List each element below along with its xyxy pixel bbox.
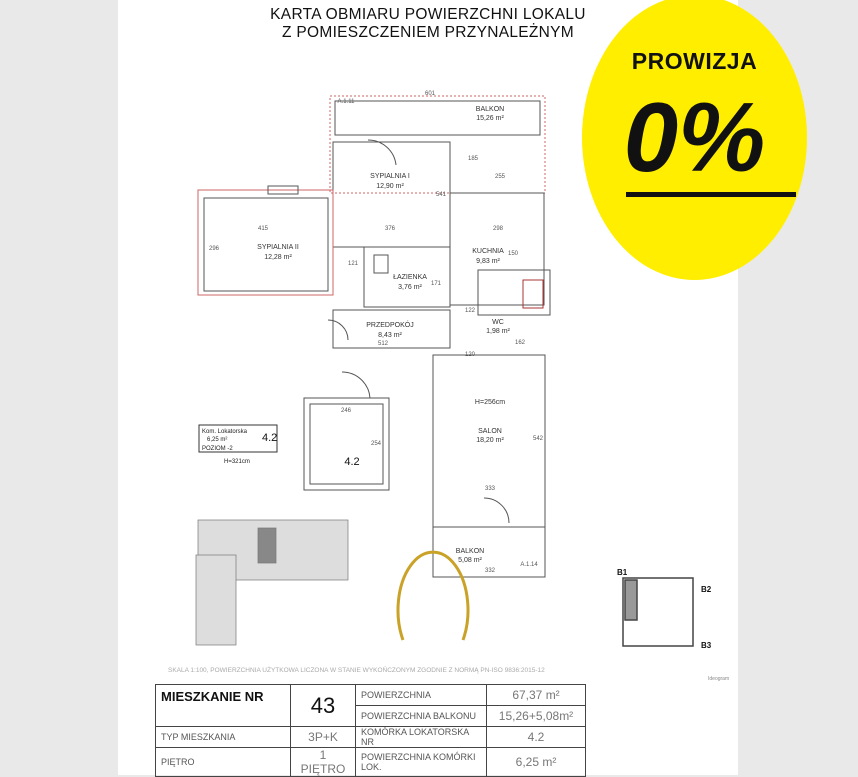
type-value: 3P+K <box>291 727 356 748</box>
door-arc-2 <box>484 498 509 523</box>
dim-332: 332 <box>484 568 496 574</box>
scale-note: SKALA 1:100, POWIERZCHNIA UŻYTKOWA LICZONA W STANIE WYKOŃCZONYM ZGODNIE Z NORMĄ PN-ISO 9836:2015-12 <box>168 667 545 674</box>
sink-fixture <box>374 255 388 273</box>
door-arc-3 <box>342 372 370 398</box>
balkon-bottom-name: BALKON <box>455 548 485 555</box>
storage-value: 4.2 <box>487 727 586 748</box>
salon-name: SALON <box>478 428 502 435</box>
lazienka-area: 3,76 m² <box>398 284 422 291</box>
dim-542: 542 <box>532 436 544 442</box>
przedpokoj-name: PRZEDPOKÓJ <box>366 322 414 329</box>
commission-badge <box>582 0 804 284</box>
area-value: 67,37 m² <box>487 685 586 706</box>
dim-121: 121 <box>347 261 359 267</box>
dim-296: 296 <box>208 246 220 252</box>
dim-171: 171 <box>430 281 442 287</box>
floor-label: PIĘTRO <box>156 748 291 777</box>
storage-label: KOMÓRKA LOKATORSKA NR <box>356 727 487 748</box>
storage-box-id: 4.2 <box>262 432 278 444</box>
marker-a114: A.1.14 <box>520 562 538 568</box>
dim-255: 255 <box>494 174 506 180</box>
dim-120: 120 <box>464 352 476 358</box>
dim-122: 122 <box>464 308 476 314</box>
balkon-top-name: BALKON <box>475 106 505 113</box>
balkon-bottom-area: 5,08 m² <box>458 557 482 564</box>
dim-415: 415 <box>257 226 269 232</box>
kuchnia-name: KUCHNIA <box>472 248 504 255</box>
door-arc-4 <box>328 320 348 340</box>
storage-box-label: Kom. Lokatorska <box>202 429 248 435</box>
balcony-top-inner <box>335 101 540 135</box>
przedpokoj-area: 8,43 m² <box>378 332 402 339</box>
promo-value: 0% <box>623 82 766 192</box>
floor-value: 1 PIĘTRO <box>291 748 356 777</box>
apartment-number: 43 <box>291 685 356 727</box>
dim-601: 601 <box>424 91 436 97</box>
sypialnia2-area: 12,28 m² <box>264 254 292 261</box>
promo-label: PROWIZJA <box>631 48 758 74</box>
marker-b3: B3 <box>701 641 712 650</box>
marker-b2: B2 <box>701 585 712 594</box>
apartment-label: MIESZKANIE NR <box>156 685 291 727</box>
dim-376: 376 <box>384 226 396 232</box>
area-label: POWIERZCHNIA <box>356 685 487 706</box>
dim-298: 298 <box>492 226 504 232</box>
dim-254: 254 <box>370 441 382 447</box>
stove-fixture <box>523 280 543 308</box>
dim-512: 512 <box>377 341 389 347</box>
sypialnia1-name: SYPIALNIA I <box>370 173 410 180</box>
balcony-label: POWIERZCHNIA BALKONU <box>356 706 487 727</box>
dim-185: 185 <box>467 156 479 162</box>
wc-name: WC <box>492 319 504 326</box>
balcony-value: 15,26+5,08m² <box>487 706 586 727</box>
storage-area-label: POWIERZCHNIA KOMÓRKI LOK. <box>356 748 487 777</box>
dim-246: 246 <box>340 408 352 414</box>
key-plan <box>623 578 693 646</box>
title-line-1: KARTA OBMIARU POWIERZCHNI LOKALU <box>270 6 586 23</box>
hallway-outline <box>333 310 450 348</box>
dim-150: 150 <box>507 251 519 257</box>
kuchnia-area: 9,83 m² <box>476 258 500 265</box>
title-line-2: Z POMIESZCZENIEM PRZYNALEŻNYM <box>281 24 575 41</box>
marker-a111: A.1.11 <box>337 99 355 105</box>
storage-box-area: 6,25 m² <box>207 437 228 443</box>
storage-area-value: 6,25 m² <box>487 748 586 777</box>
lazienka-name: ŁAZIENKA <box>393 274 427 281</box>
sypialnia1-area: 12,90 m² <box>376 183 404 190</box>
door-arc-1 <box>368 140 396 165</box>
salon-area: 18,20 m² <box>476 437 504 444</box>
type-label: TYP MIESZKANIA <box>156 727 291 748</box>
balkon-top-area: 15,26 m² <box>476 115 504 122</box>
logo-text: Ideogram <box>708 676 730 682</box>
dim-333: 333 <box>484 486 496 492</box>
bedroom2-outline <box>198 190 333 295</box>
storage-box-level: POZIOM -2 <box>202 446 233 452</box>
storage-box-height: H=321cm <box>224 459 250 465</box>
storage-room-id: 4.2 <box>344 456 360 468</box>
salon-height: H=256cm <box>474 399 506 406</box>
marker-b1: B1 <box>617 568 628 577</box>
dim-541: 541 <box>435 192 447 198</box>
balcony-top-outline <box>330 96 545 193</box>
sypialnia2-name: SYPIALNIA II <box>257 244 299 251</box>
site-map <box>196 520 348 645</box>
wc-area: 1,98 m² <box>486 328 510 335</box>
dim-162: 162 <box>514 340 526 346</box>
promo-underline <box>626 192 796 197</box>
info-table <box>155 684 586 777</box>
